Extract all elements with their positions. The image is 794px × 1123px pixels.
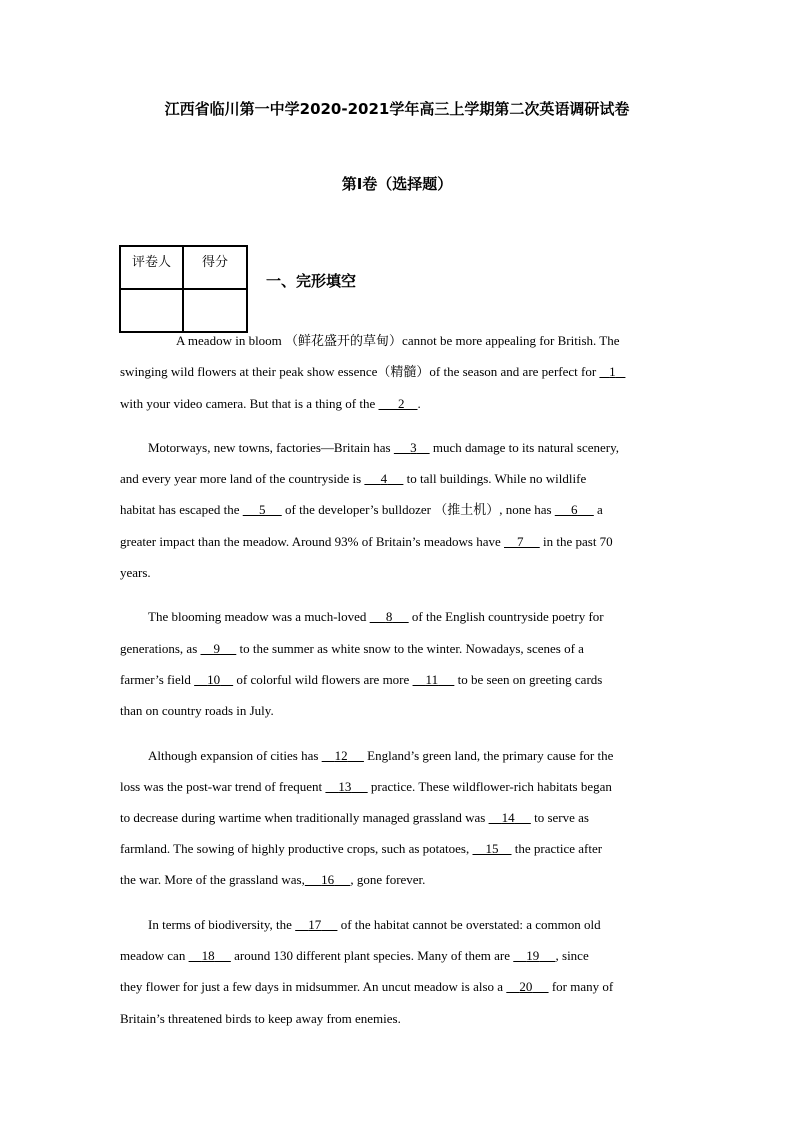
paragraph-5-line-4: Britain’s threatened birds to keep away from enemies.	[120, 1011, 401, 1026]
paragraph-5-line-2: meadow can 18 around 130 different plant species. Many of them are 19 , since	[120, 948, 589, 963]
blank-18: 18	[201, 948, 215, 963]
paragraph-1-line-1: A meadow in bloom （鲜花盛开的草甸）cannot be more appealing for British. The	[176, 333, 620, 348]
blank-20: 20	[519, 979, 533, 994]
section-subtitle: 第I卷（选择题）	[341, 175, 453, 193]
paragraph-2-line-4: greater impact than the meadow. Around 93% of Britain’s meadows have 7 in the past 70	[120, 534, 613, 549]
paragraph-3-line-4: than on country roads in July.	[120, 703, 274, 718]
section-title: 一、完形填空	[266, 272, 357, 290]
blank-16: 16	[321, 872, 335, 887]
paragraph-3-line-2: generations, as 9 to the summer as white snow to the winter. Nowadays, scenes of a	[120, 641, 584, 656]
blank-2: 2	[398, 396, 405, 411]
blank-17: 17	[308, 917, 322, 932]
paragraph-2-line-5: years.	[120, 565, 151, 580]
blank-13: 13	[338, 779, 352, 794]
paragraph-4-line-5: the war. More of the grassland was, 16 , gone forever.	[120, 872, 426, 887]
blank-10: 10	[207, 672, 221, 687]
paragraph-3-line-3: farmer’s field 10 of colorful wild flowers are more 11 to be seen on greeting cards	[120, 672, 603, 687]
paragraph-4-line-4: farmland. The sowing of highly productive crops, such as potatoes, 15 the practice after	[120, 841, 603, 856]
blank-19: 19	[526, 948, 540, 963]
paragraph-4-line-1: Although expansion of cities has 12 England’s green land, the primary cause for the	[148, 748, 614, 763]
grader-header: 评卷人	[120, 246, 183, 289]
score-table	[119, 245, 248, 333]
paragraph-2-line-2: and every year more land of the countryside is 4 to tall buildings. While no wildlife	[120, 471, 587, 486]
blank-7: 7	[517, 534, 524, 549]
blank-9: 9	[213, 641, 221, 656]
blank-6: 6	[571, 502, 578, 517]
paragraph-4-line-2: loss was the post-war trend of frequent 13 practice. These wildflower-rich habitats began	[120, 779, 612, 794]
blank-8: 8	[385, 609, 393, 624]
blank-11: 11	[425, 672, 439, 687]
blank-14: 14	[501, 810, 515, 825]
blank-4: 4	[380, 471, 388, 486]
paragraph-1-line-2: swinging wild flowers at their peak show essence（精髓）of the season and are perfect for 1	[120, 363, 625, 381]
blank-1: 1	[609, 364, 616, 379]
score-cell	[183, 289, 247, 332]
paragraph-1-line-3: with your video camera. But that is a thing of the 2 .	[120, 396, 421, 411]
paragraph-2-line-3: habitat has escaped the 5 of the developer’s bulldozer （推土机）, none has 6 a	[120, 502, 603, 517]
paragraph-3-line-1: The blooming meadow was a much-loved 8 of the English countryside poetry for	[148, 609, 604, 624]
blank-15: 15	[485, 841, 499, 856]
blank-5: 5	[258, 502, 266, 517]
paragraph-2-line-1: Motorways, new towns, factories—Britain has 3 much damage to its natural scenery,	[148, 440, 620, 455]
paragraph-5-line-1: In terms of biodiversity, the 17 of the habitat cannot be overstated: a common old	[148, 917, 601, 932]
grader-cell	[120, 289, 183, 332]
page-title: 江西省临川第一中学2020-2021学年高三上学期第二次英语调研试卷	[164, 100, 630, 118]
blank-12: 12	[334, 748, 348, 763]
paragraph-5-line-3: they flower for just a few days in midsummer. An uncut meadow is also a 20 for many of	[120, 979, 614, 994]
blank-3: 3	[410, 440, 417, 455]
paragraph-4-line-3: to decrease during wartime when traditionally managed grassland was 14 to serve as	[120, 810, 589, 825]
score-header: 得分	[183, 246, 247, 289]
